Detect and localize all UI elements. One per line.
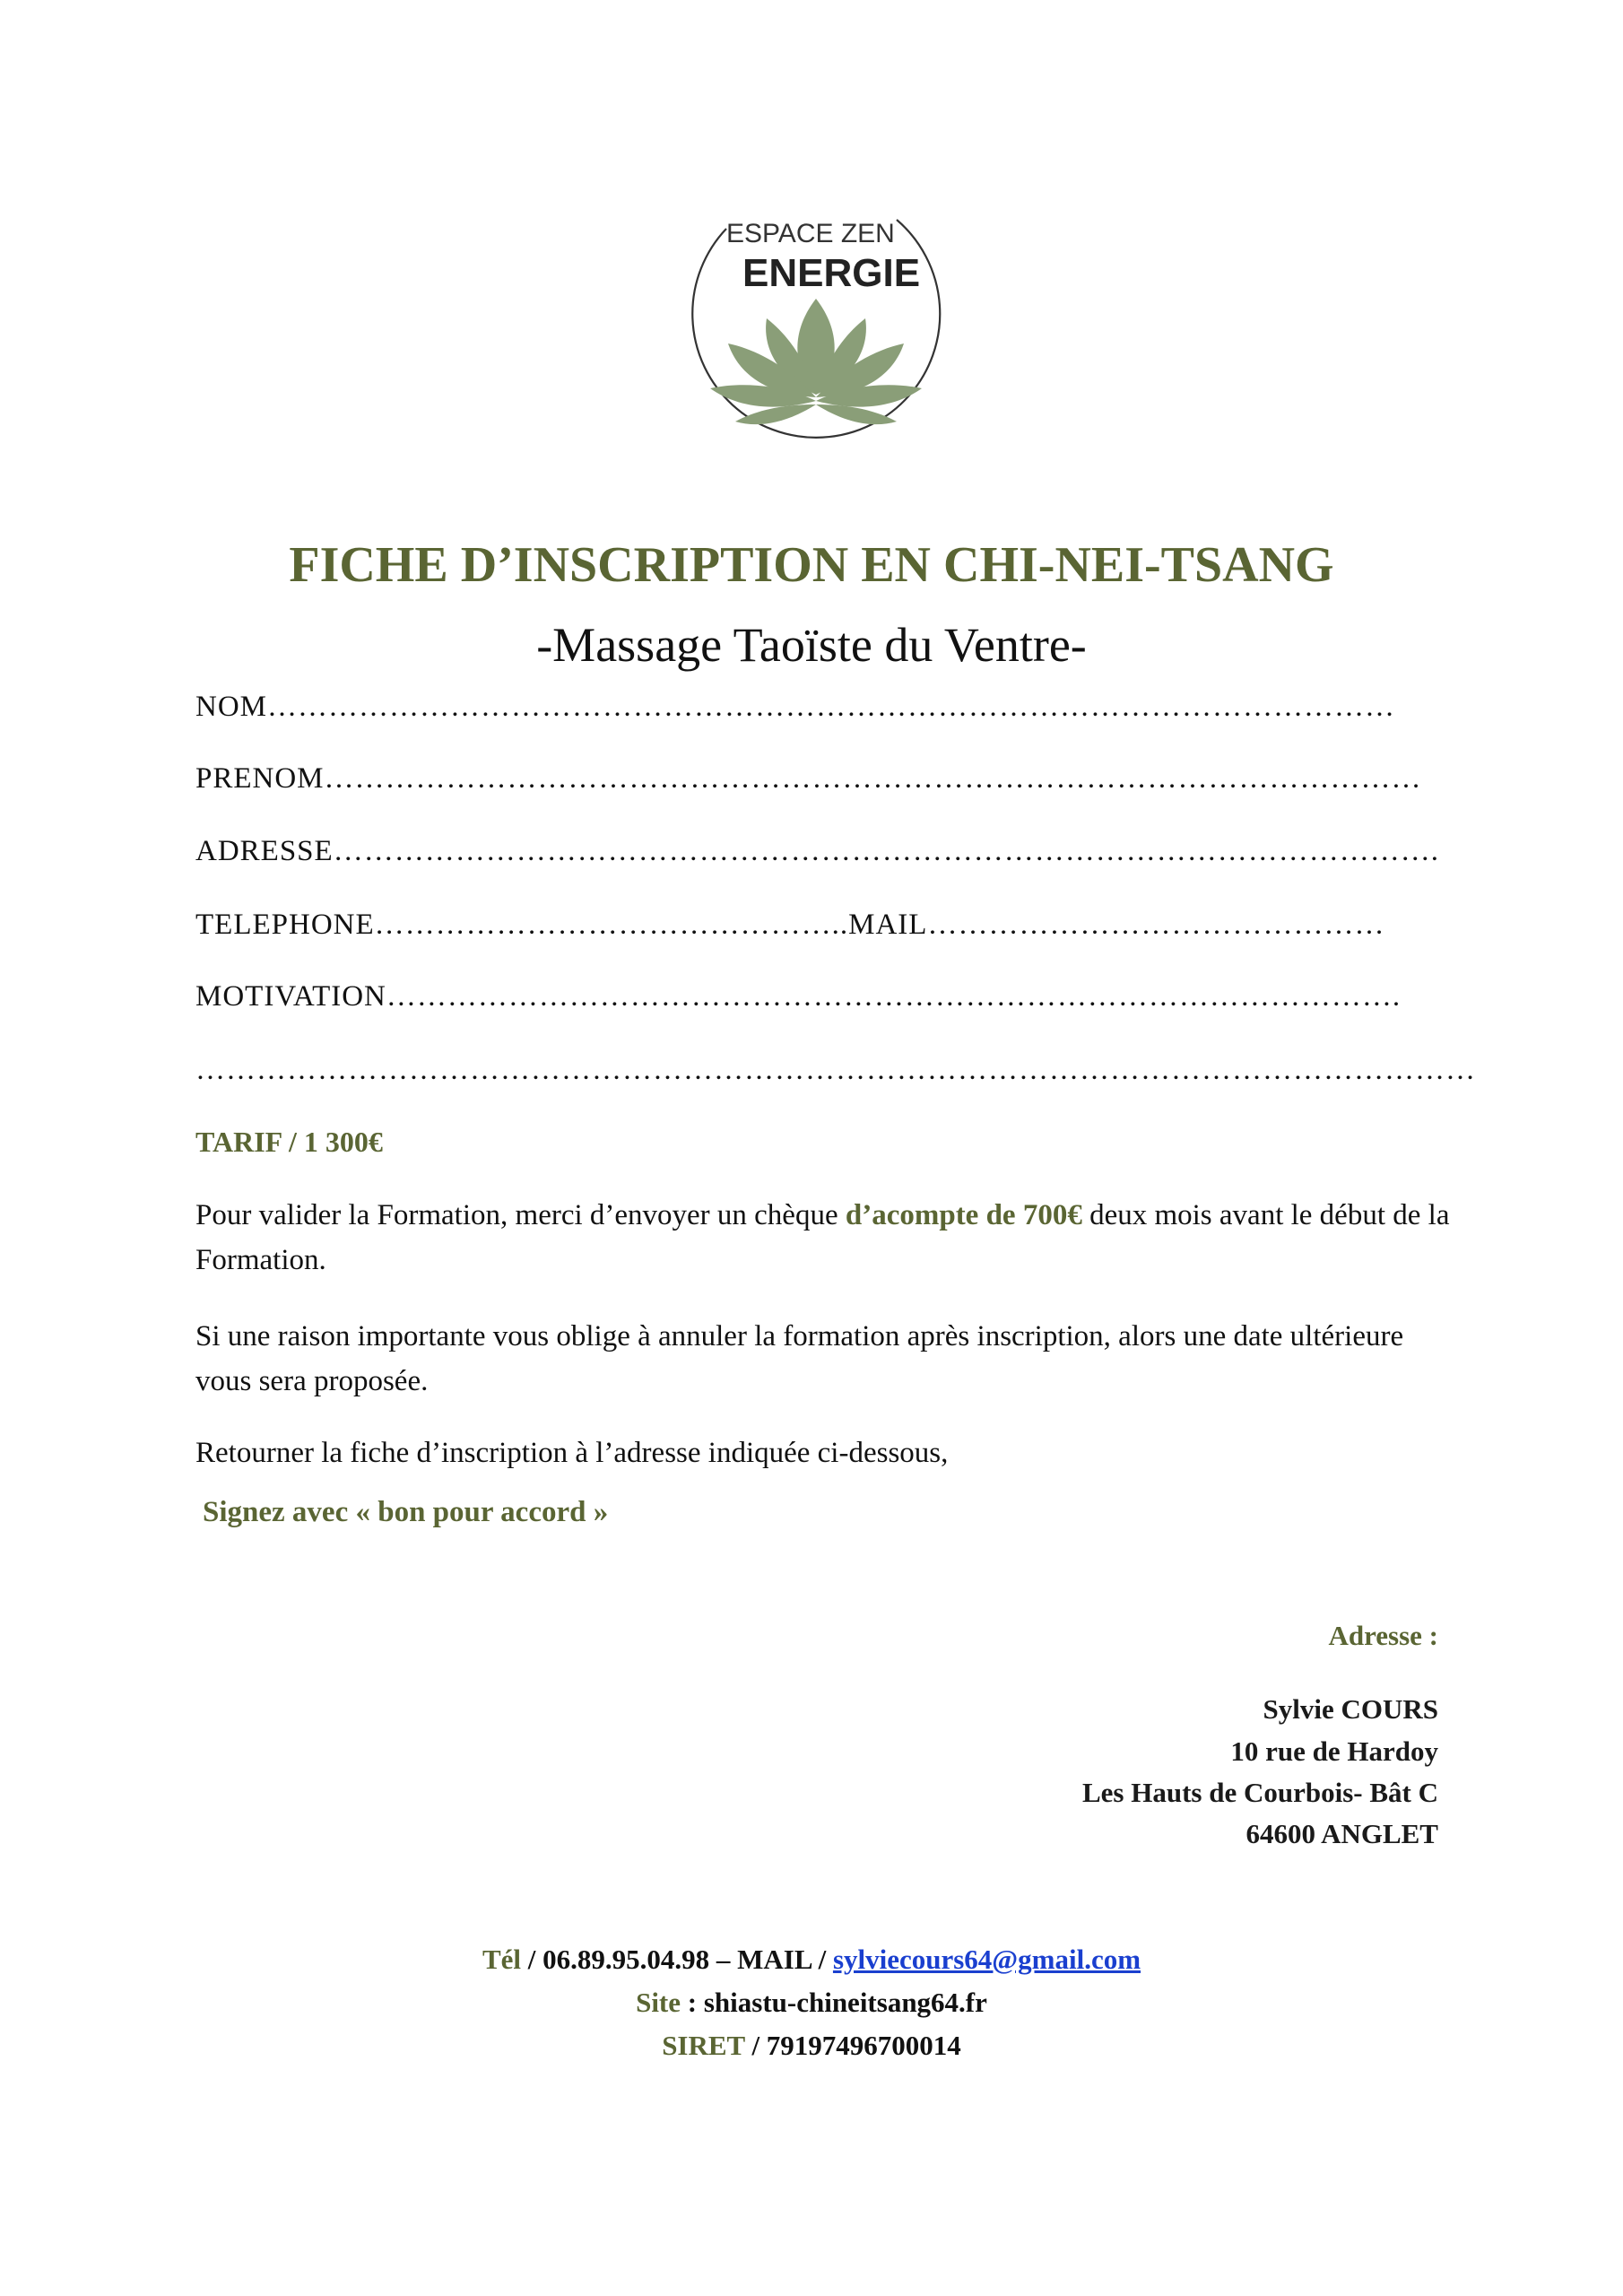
- paragraph-annulation: Si une raison importante vous oblige à annuler la formation après inscription, alors une date ultérieure vous sera proposée.: [195, 1320, 1404, 1397]
- logo-text-top: ESPACE ZEN: [726, 219, 895, 248]
- address-building: Les Hauts de Courbois- Bât C: [1081, 1777, 1438, 1808]
- paragraph-acompte: [195, 1193, 1451, 1283]
- field-nom[interactable]: NOM…………………………………………………………………………………………………: [195, 691, 1396, 723]
- page-subtitle: -Massage Taoïste du Ventre-: [536, 618, 1087, 672]
- address-city: 64600 ANGLET: [1245, 1818, 1438, 1849]
- paragraph-acompte-start: Pour valider la Formation, merci d’envoyer un chèque: [195, 1199, 846, 1231]
- address-name: Sylvie COURS: [1263, 1693, 1438, 1725]
- tarif: TARIF / 1 300€: [195, 1126, 383, 1158]
- logo-text-main: ENERGIE: [742, 251, 921, 295]
- lotus-icon: [710, 299, 922, 424]
- paragraph-retour: Retourner la fiche d’inscription à l’adresse indiquée ci-dessous,: [195, 1437, 949, 1469]
- logo-graphic: [673, 193, 959, 462]
- page-title: FICHE D’INSCRIPTION EN CHI-NEI-TSANG: [289, 537, 1334, 593]
- footer-site: [0, 1987, 1623, 2019]
- footer-tel-label: Tél: [482, 1944, 522, 1975]
- address-label: Adresse :: [1328, 1620, 1438, 1651]
- field-prenom[interactable]: PRENOM………………………………………………………………………………………………: [195, 762, 1422, 795]
- address-street: 10 rue de Hardoy: [1230, 1735, 1438, 1767]
- footer-siret: [0, 2030, 1623, 2062]
- logo: [673, 193, 959, 462]
- footer-siret-value: / 79197496700014: [744, 2030, 961, 2061]
- footer-email-link[interactable]: sylviecours64@gmail.com: [832, 1944, 1141, 1975]
- field-motivation[interactable]: MOTIVATION……………………………………………………………………………………….: [195, 980, 1402, 1013]
- acompte-amount: d’acompte de 700€: [845, 1199, 1082, 1231]
- footer-site-value: : shiastu-chineitsang64.fr: [681, 1987, 987, 2018]
- sign-instruction: Signez avec « bon pour accord »: [203, 1496, 609, 1528]
- footer-tel-value: / 06.89.95.04.98 – MAIL /: [521, 1944, 833, 1975]
- field-motivation-continued[interactable]: ………………………………………………………………………………………………………………: [195, 1054, 1476, 1086]
- paragraph-acompte-end: deux mois avant le début de la Formation.: [195, 1199, 1450, 1276]
- footer-contact: [0, 1944, 1623, 1976]
- field-adresse[interactable]: ADRESSE……………………………………………………………………………………………….: [195, 835, 1439, 867]
- footer-siret-label: SIRET: [662, 2030, 745, 2061]
- field-telephone-mail[interactable]: TELEPHONE………………………………………..MAIL………………………………………: [195, 909, 1385, 941]
- footer-site-label: Site: [636, 1987, 681, 2018]
